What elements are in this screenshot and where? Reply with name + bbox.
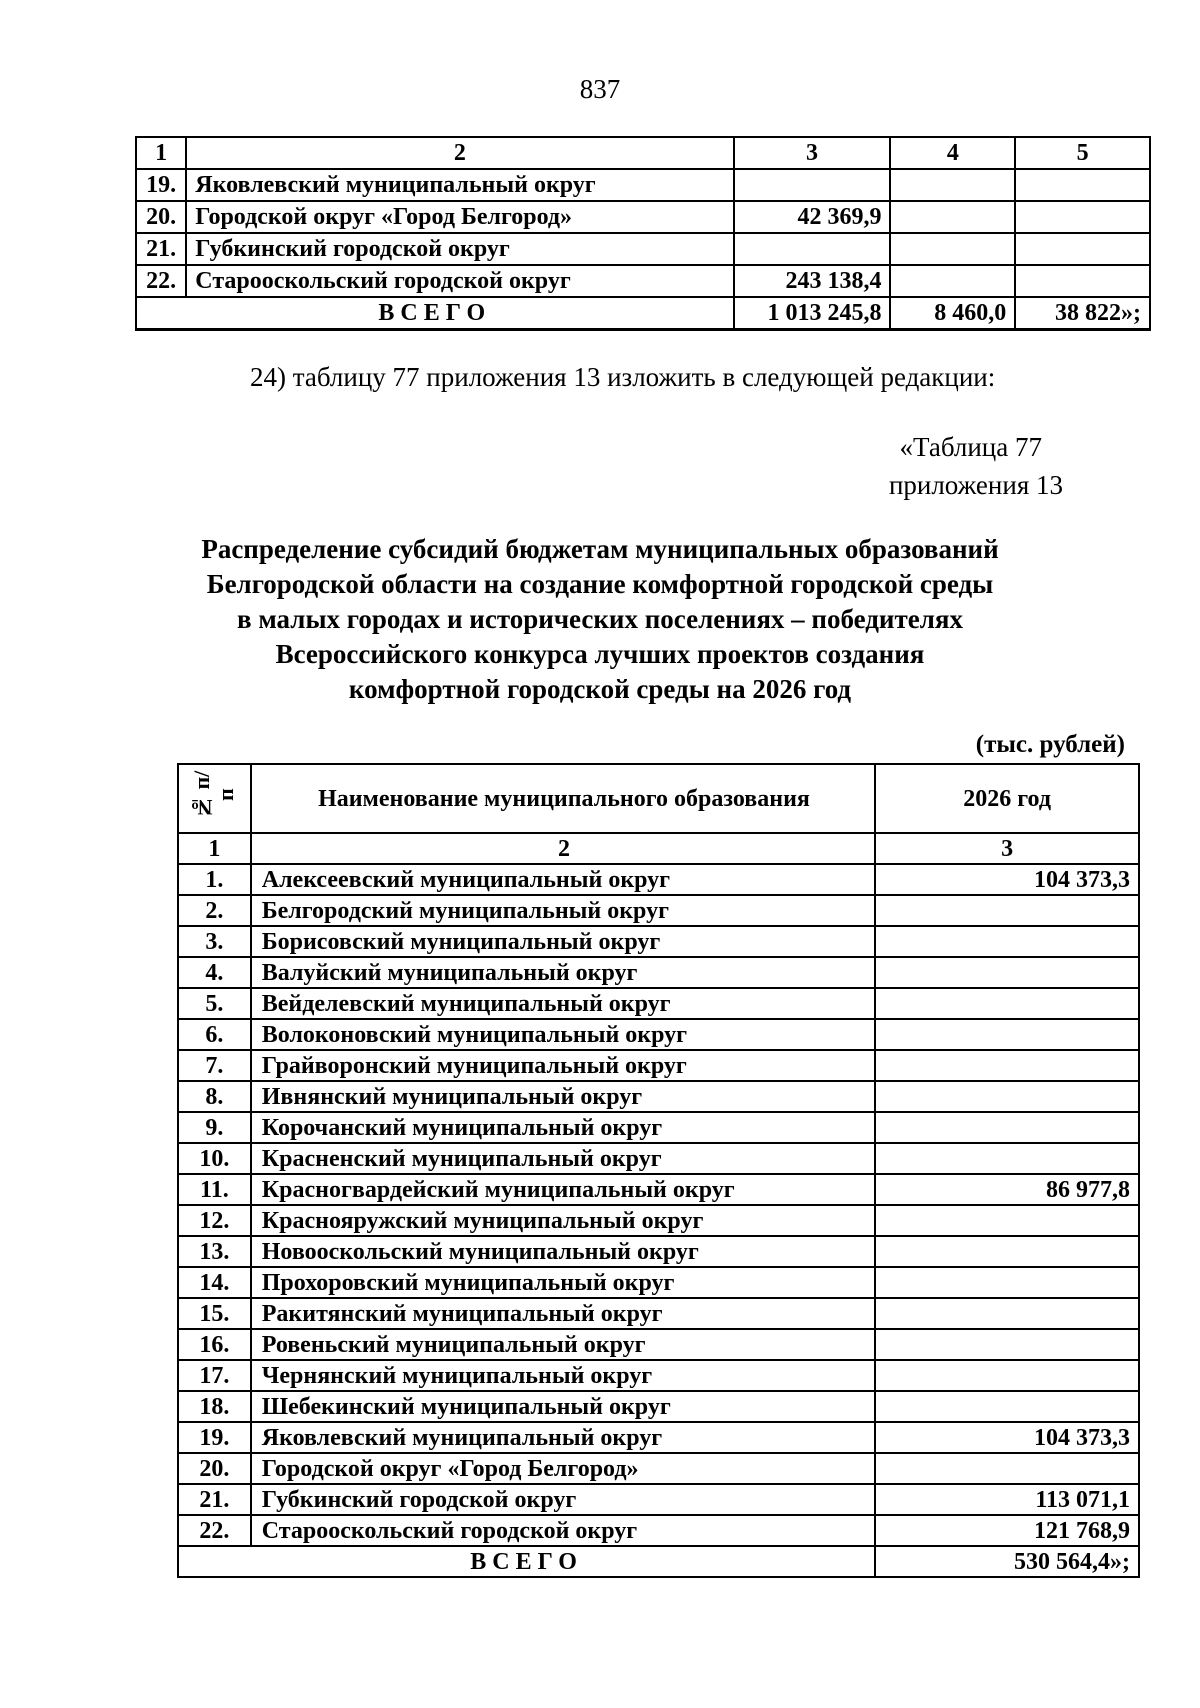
row-number: 22. [136, 265, 186, 297]
column-number-cell: 2 [186, 137, 733, 169]
allocation-value [875, 1205, 1139, 1236]
row-number: 18. [178, 1391, 251, 1422]
title-line: Распределение субсидий бюджетам муниципальных образований [201, 534, 999, 564]
table-row [178, 1267, 1139, 1298]
total-value: 530 564,4»; [875, 1546, 1139, 1577]
table-row [136, 233, 1150, 265]
table-row [178, 1422, 1139, 1453]
total-row [136, 297, 1150, 330]
table-row [178, 1205, 1139, 1236]
municipality-name: Вейделевский муниципальный округ [251, 988, 875, 1019]
row-number: 20. [136, 201, 186, 233]
title-line: комфортной городской среды на 2026 год [348, 674, 852, 704]
row-number: 5. [178, 988, 251, 1019]
table-row [178, 1360, 1139, 1391]
table-row [178, 1050, 1139, 1081]
allocation-value [875, 1081, 1139, 1112]
row-number: 9. [178, 1112, 251, 1143]
header-number [178, 764, 251, 833]
column-number-cell: 1 [178, 833, 251, 864]
table-title [0, 532, 1200, 707]
column-number-cell: 5 [1015, 137, 1150, 169]
table-row [178, 1112, 1139, 1143]
table-row [178, 1143, 1139, 1174]
value-col4 [890, 201, 1015, 233]
amendment-instruction: 24) таблицу 77 приложения 13 изложить в следующей редакции: [250, 362, 996, 392]
table-row [178, 895, 1139, 926]
municipality-name: Чернянский муниципальный округ [251, 1360, 875, 1391]
municipality-name: Белгородский муниципальный округ [251, 895, 875, 926]
allocation-value [875, 1391, 1139, 1422]
column-number-cell: 3 [875, 833, 1139, 864]
row-number: 20. [178, 1453, 251, 1484]
municipality-name: Яковлевский муниципальный округ [186, 169, 733, 201]
value-col3: 42 369,9 [734, 201, 891, 233]
municipality-name: Ракитянский муниципальный округ [251, 1298, 875, 1329]
row-number: 13. [178, 1236, 251, 1267]
value-col5 [1015, 233, 1150, 265]
allocation-value [875, 1329, 1139, 1360]
column-number-cell: 4 [890, 137, 1015, 169]
row-number: 21. [136, 233, 186, 265]
value-col5 [1015, 265, 1150, 297]
row-number: 12. [178, 1205, 251, 1236]
row-number: 8. [178, 1081, 251, 1112]
row-number: 4. [178, 957, 251, 988]
municipality-name: Грайворонский муниципальный округ [251, 1050, 875, 1081]
value-col4 [890, 233, 1015, 265]
table-row [178, 957, 1139, 988]
municipality-name: Шебекинский муниципальный округ [251, 1391, 875, 1422]
row-number: 21. [178, 1484, 251, 1515]
total-col4: 8 460,0 [890, 297, 1015, 330]
allocation-value [875, 926, 1139, 957]
municipality-name: Корочанский муниципальный округ [251, 1112, 875, 1143]
table-caption-line2: приложения 13 [888, 470, 1063, 500]
allocation-value [875, 1112, 1139, 1143]
header-name: Наименование муниципального образования [251, 764, 875, 833]
table-row [136, 265, 1150, 297]
municipality-name: Губкинский городской округ [251, 1484, 875, 1515]
table-row [178, 926, 1139, 957]
table-row [178, 1081, 1139, 1112]
allocation-value: 121 768,9 [875, 1515, 1139, 1546]
table-row [178, 1515, 1139, 1546]
row-number: 16. [178, 1329, 251, 1360]
row-number: 19. [178, 1422, 251, 1453]
value-col3 [734, 233, 891, 265]
table-row [178, 1298, 1139, 1329]
units-label: (тыс. рублей) [975, 731, 1125, 758]
municipality-name: Алексеевский муниципальный округ [251, 864, 875, 895]
table-row [178, 864, 1139, 895]
column-number-row [178, 833, 1139, 864]
municipality-name: Ровеньский муниципальный округ [251, 1329, 875, 1360]
table-row [178, 1019, 1139, 1050]
title-line: Всероссийского конкурса лучших проектов создания [275, 639, 925, 669]
value-col5 [1015, 201, 1150, 233]
allocation-value: 104 373,3 [875, 864, 1139, 895]
row-number: 19. [136, 169, 186, 201]
municipality-name: Красненский муниципальный округ [251, 1143, 875, 1174]
total-col5: 38 822»; [1015, 297, 1150, 330]
column-number-row [136, 137, 1150, 169]
previous-table-body [136, 137, 1150, 330]
table-row [178, 1236, 1139, 1267]
allocation-value [875, 957, 1139, 988]
allocation-value [875, 1453, 1139, 1484]
table-row [178, 1391, 1139, 1422]
column-number-cell: 1 [136, 137, 186, 169]
municipality-name: Городской округ «Город Белгород» [186, 201, 733, 233]
allocation-value [875, 895, 1139, 926]
municipality-name: Краснояружский муниципальный округ [251, 1205, 875, 1236]
total-label: ВСЕГО [136, 297, 734, 330]
page-number: 837 [579, 74, 621, 104]
row-number: 2. [178, 895, 251, 926]
table-row [178, 1329, 1139, 1360]
column-number-cell: 2 [251, 833, 875, 864]
header-number-text: № п/п [189, 770, 239, 820]
table-row [178, 1484, 1139, 1515]
table-77 [177, 763, 1140, 1578]
allocation-value: 104 373,3 [875, 1422, 1139, 1453]
total-col3: 1 013 245,8 [734, 297, 891, 330]
total-label: ВСЕГО [178, 1546, 875, 1577]
title-line: в малых городах и исторических поселениях – победителях [237, 604, 963, 634]
row-number: 11. [178, 1174, 251, 1205]
table-77-body [178, 764, 1139, 1577]
table-row [178, 988, 1139, 1019]
row-number: 7. [178, 1050, 251, 1081]
row-number: 3. [178, 926, 251, 957]
value-col3 [734, 169, 891, 201]
allocation-value [875, 1236, 1139, 1267]
municipality-name: Волоконовский муниципальный округ [251, 1019, 875, 1050]
row-number: 22. [178, 1515, 251, 1546]
total-row [178, 1546, 1139, 1577]
allocation-value [875, 1143, 1139, 1174]
allocation-value [875, 1298, 1139, 1329]
municipality-name: Яковлевский муниципальный округ [251, 1422, 875, 1453]
value-col3: 243 138,4 [734, 265, 891, 297]
allocation-value: 113 071,1 [875, 1484, 1139, 1515]
table-row [136, 201, 1150, 233]
table-row [178, 1174, 1139, 1205]
row-number: 1. [178, 864, 251, 895]
value-col4 [890, 169, 1015, 201]
value-col4 [890, 265, 1015, 297]
row-number: 15. [178, 1298, 251, 1329]
municipality-name: Губкинский городской округ [186, 233, 733, 265]
previous-table-continuation [135, 136, 1151, 331]
allocation-value [875, 1050, 1139, 1081]
municipality-name: Красногвардейский муниципальный округ [251, 1174, 875, 1205]
municipality-name: Прохоровский муниципальный округ [251, 1267, 875, 1298]
title-line: Белгородской области на создание комфортной городской среды [206, 569, 994, 599]
column-number-cell: 3 [734, 137, 891, 169]
value-col5 [1015, 169, 1150, 201]
municipality-name: Старооскольский городской округ [186, 265, 733, 297]
row-number: 17. [178, 1360, 251, 1391]
allocation-value [875, 988, 1139, 1019]
municipality-name: Валуйский муниципальный округ [251, 957, 875, 988]
municipality-name: Борисовский муниципальный округ [251, 926, 875, 957]
row-number: 14. [178, 1267, 251, 1298]
table-caption-line1: «Таблица 77 [899, 432, 1042, 462]
table-row [136, 169, 1150, 201]
header-year: 2026 год [875, 764, 1139, 833]
header-row [178, 764, 1139, 833]
row-number: 10. [178, 1143, 251, 1174]
allocation-value [875, 1019, 1139, 1050]
table-row [178, 1453, 1139, 1484]
municipality-name: Ивнянский муниципальный округ [251, 1081, 875, 1112]
allocation-value [875, 1267, 1139, 1298]
allocation-value: 86 977,8 [875, 1174, 1139, 1205]
municipality-name: Городской округ «Город Белгород» [251, 1453, 875, 1484]
allocation-value [875, 1360, 1139, 1391]
municipality-name: Новооскольский муниципальный округ [251, 1236, 875, 1267]
municipality-name: Старооскольский городской округ [251, 1515, 875, 1546]
row-number: 6. [178, 1019, 251, 1050]
